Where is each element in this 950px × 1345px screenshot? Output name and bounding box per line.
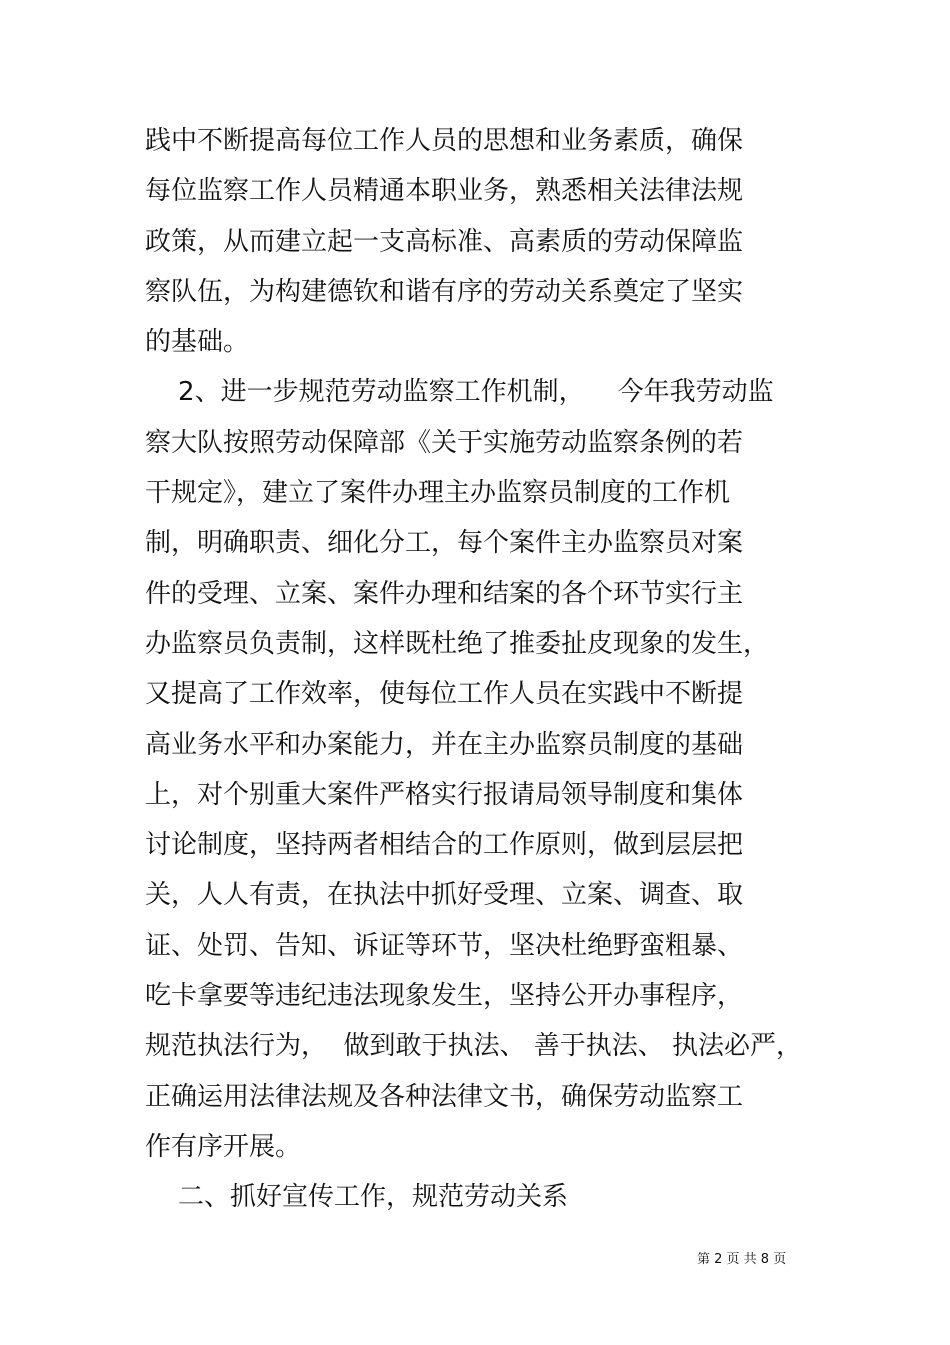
text-line: 办监察员负责制，这样既杜绝了推委扯皮现象的发生， (145, 628, 770, 659)
body-text (145, 116, 825, 1223)
text-line: 规范执法行为， 做到敢于执法、 善于执法、 执法必严， (145, 1031, 803, 1062)
text-line: 的基础。 (145, 327, 250, 358)
text-line: 作有序开展。 (145, 1131, 302, 1162)
text-line: 践中不断提高每位工作人员的思想和业务素质，确保 (145, 126, 744, 156)
text-line: 吃卡拿要等违纪违法现象发生，坚持公开办事程序， (145, 981, 744, 1012)
section-heading: 二、抓好宣传工作，规范劳动关系 (145, 1182, 569, 1213)
text-line: 上，对个别重大案件严格实行报请局领导制度和集体 (145, 779, 744, 810)
text-line: 每位监察工作人员精通本职业务，熟悉相关法律法规 (145, 176, 744, 207)
text-line: 又提高了工作效率，使每位工作人员在实践中不断提 (145, 679, 744, 710)
text-line: 政策，从而建立起一支高标准、高素质的劳动保障监 (145, 226, 744, 257)
text-line: 制，明确职责、细化分工，每个案件主办监察员对案 (145, 528, 744, 559)
text-line: 2、进一步规范劳动监察工作机制， 今年我劳动监 (145, 377, 774, 408)
text-line: 察大队按照劳动保障部《关于实施劳动监察条例的若 (145, 427, 744, 458)
text-line: 件的受理、立案、案件办理和结案的各个环节实行主 (145, 578, 744, 609)
text-line: 正确运用法律法规及各种法律文书，确保劳动监察工 (145, 1081, 744, 1112)
text-line: 高业务水平和办案能力，并在主办监察员制度的基础 (145, 729, 744, 760)
text-line: 讨论制度，坚持两者相结合的工作原则，做到层层把 (145, 830, 744, 861)
text-line: 证、处罚、告知、诉证等环节，坚决杜绝野蛮粗暴、 (145, 930, 744, 961)
text-line: 察队伍，为构建德钦和谐有序的劳动关系奠定了坚实 (145, 276, 744, 307)
page-number: 第 2 页 共 8 页 (697, 1252, 787, 1267)
text-line: 关，人人有责，在执法中抓好受理、立案、调查、取 (145, 880, 744, 911)
text-line: 干规定》，建立了案件办理主办监察员制度的工作机 (145, 478, 731, 509)
